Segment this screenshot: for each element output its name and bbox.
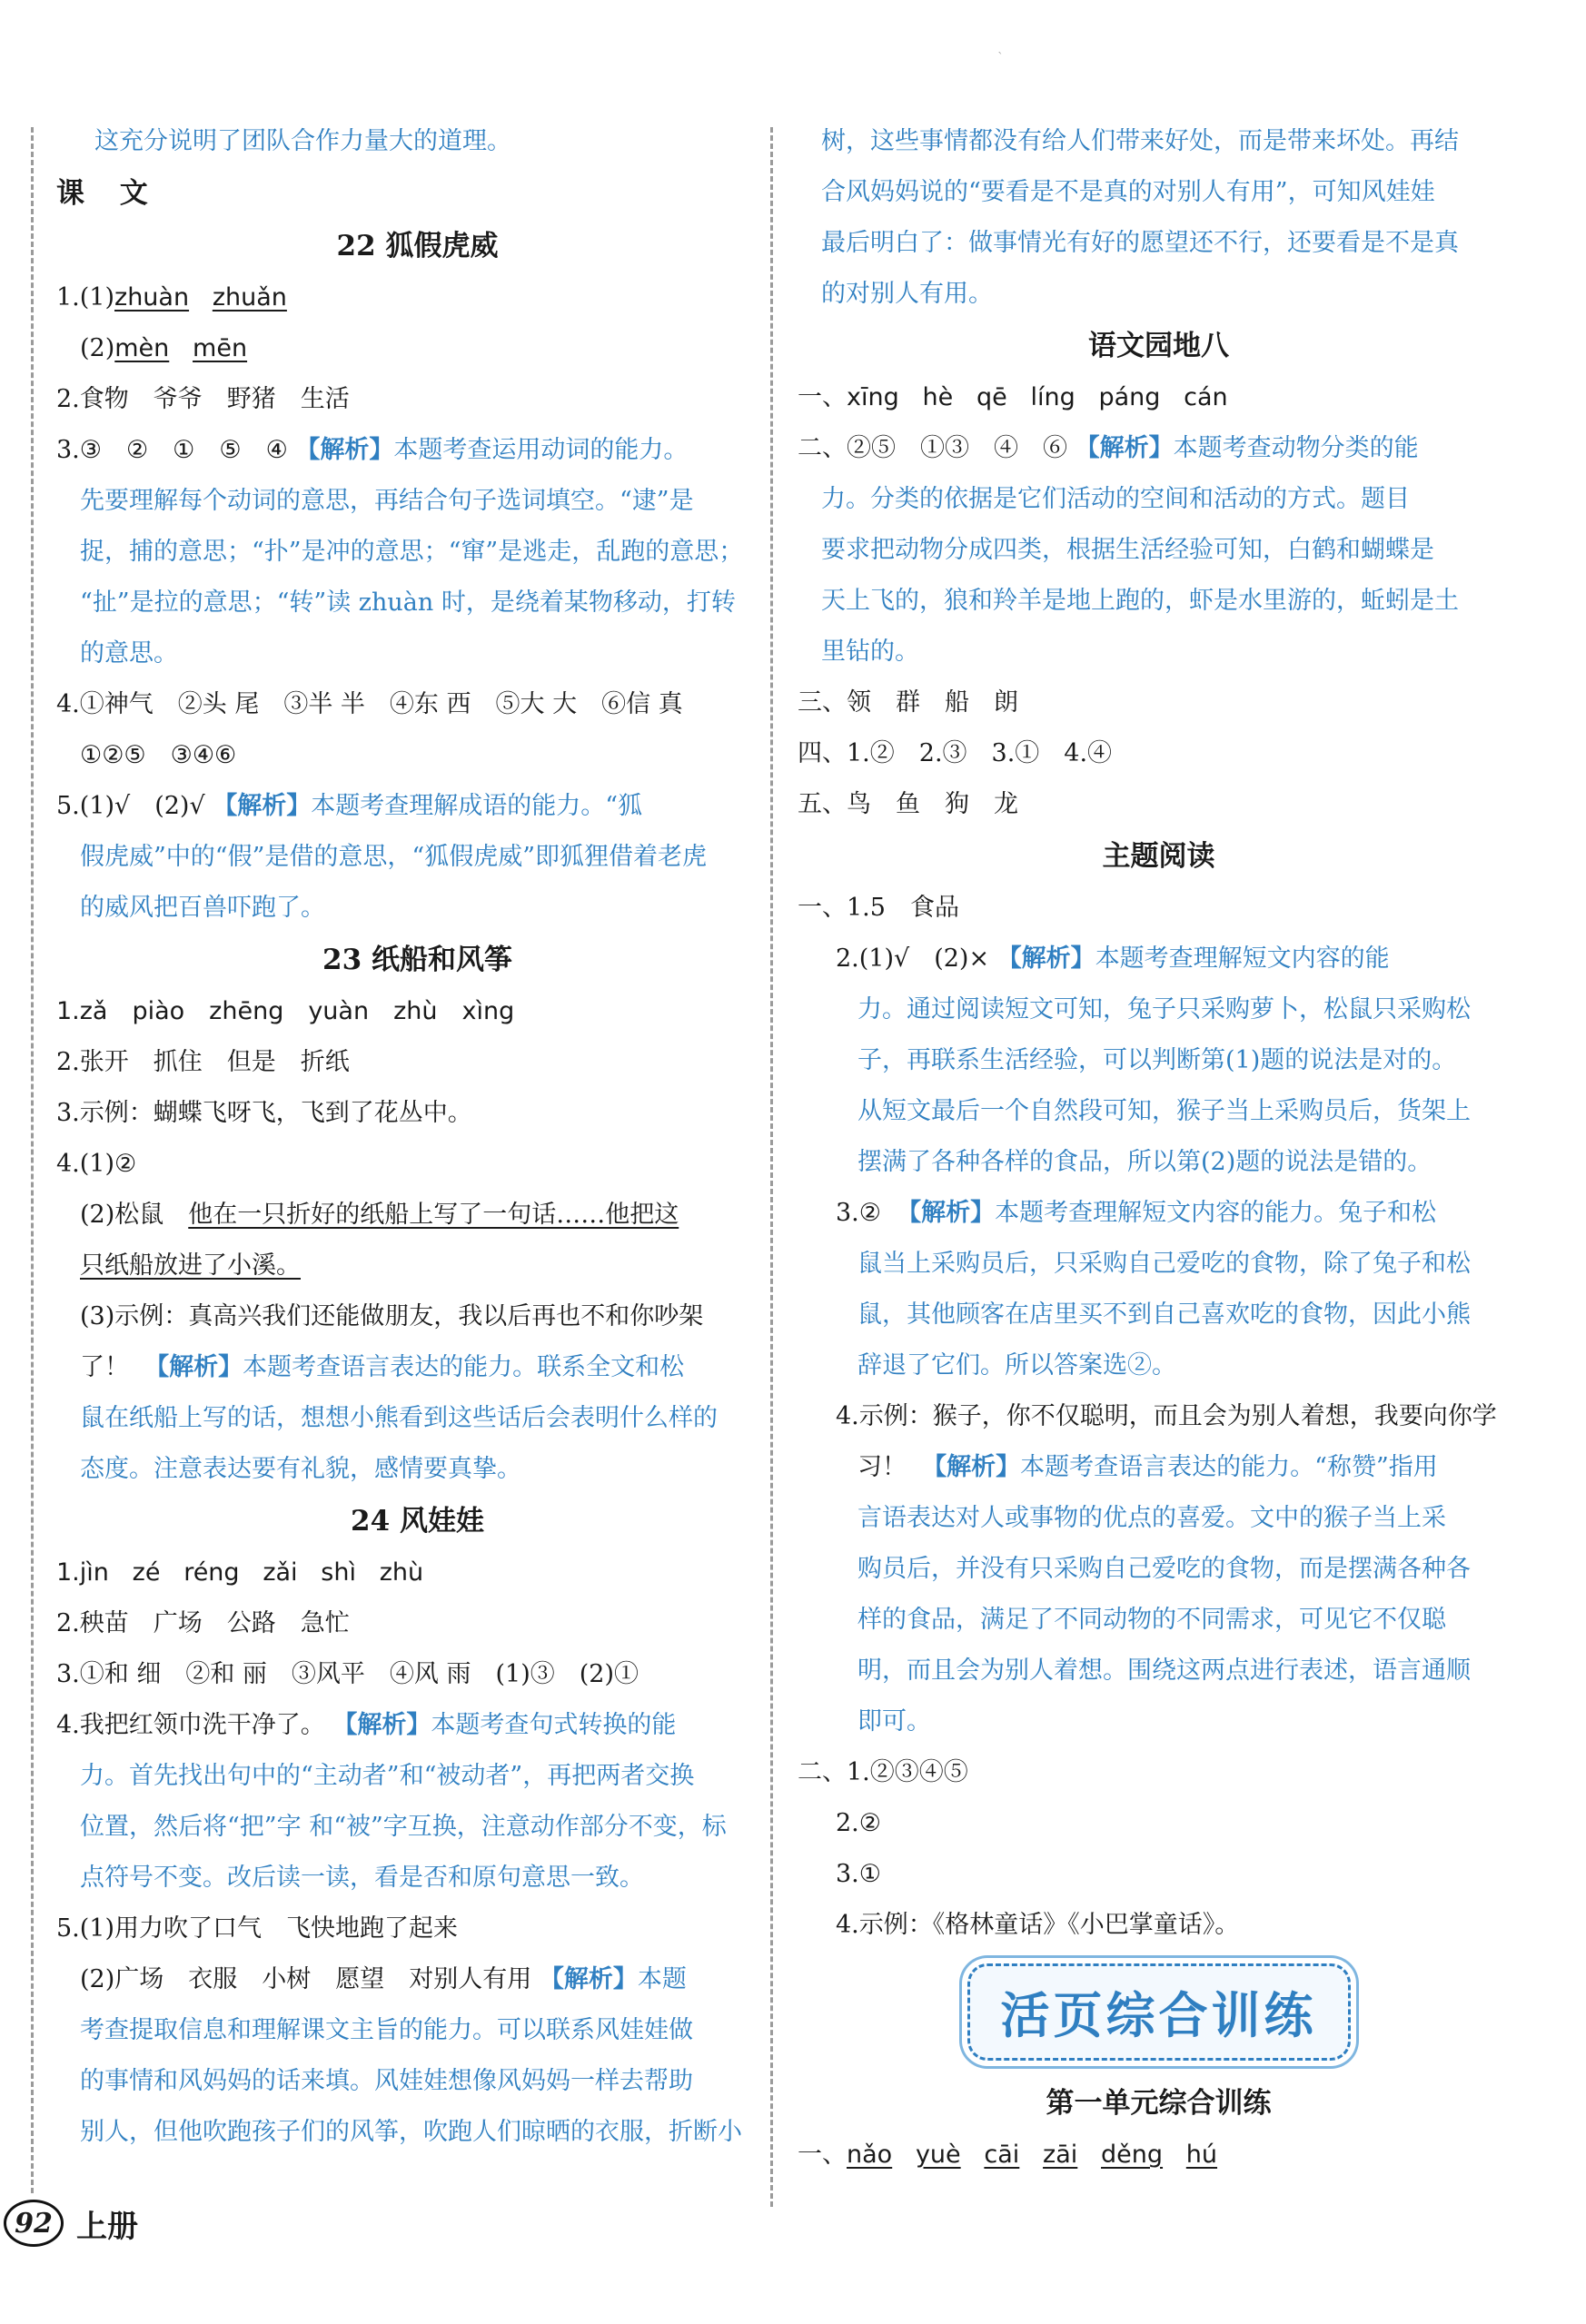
reading-s1-q2-analysis: 摆满了各种各样的食品，所以第(2)题的说法是错的。 bbox=[857, 1148, 1432, 1176]
analysis-text: 本题 bbox=[637, 1965, 687, 1993]
l24-q5-analysis-cont: 最后明白了：做事情光有好的愿望还不行，还要看是不是真 bbox=[821, 229, 1459, 257]
l24-q3: 3.①和 细 ②和 丽 ③风平 ④风 雨 (1)③ (2)① bbox=[56, 1660, 639, 1688]
pinyin-answer: xīng bbox=[847, 383, 899, 411]
l24-q5-analysis: 别人，但他吹跑孩子们的风筝，吹跑人们晾晒的衣服，折断小 bbox=[80, 2118, 742, 2146]
analysis-text: 本题考查语言表达的能力。联系全文和松 bbox=[243, 1353, 685, 1381]
l23-q2: 2.张开 抓住 但是 折纸 bbox=[56, 1048, 350, 1076]
left-margin-divider bbox=[31, 127, 34, 2193]
garden-q2-analysis: 要求把动物分成四类，根据生活经验可知，白鹤和蝴蝶是 bbox=[821, 536, 1434, 564]
pinyin-answer: nǎo bbox=[847, 2141, 893, 2169]
garden-q1 bbox=[798, 372, 1520, 423]
l22-q3-analysis: “扯”是拉的意思；“转”读 zhuàn 时，是绕着某物移动，打转 bbox=[80, 588, 736, 617]
pinyin-answer: zhù bbox=[379, 1558, 424, 1587]
answer: 5.(1)√ (2)√ bbox=[56, 792, 205, 820]
underlined-quote: 只纸船放进了小溪。 bbox=[80, 1251, 301, 1280]
pinyin-answer: yuè bbox=[915, 2141, 961, 2169]
pinyin-answer: zé bbox=[132, 1558, 161, 1587]
reading-s1-q3-analysis: 鼠当上采购员后，只采购自己爱吃的食物，除了兔子和松 bbox=[857, 1250, 1471, 1278]
l23-q4-2 bbox=[56, 1190, 778, 1241]
analysis-tag: 【解析】 bbox=[1075, 434, 1174, 462]
l22-q3-analysis: 先要理解每个动词的意思，再结合句子选词填空。“逮”是 bbox=[80, 487, 694, 515]
page-footer bbox=[4, 2196, 138, 2250]
l24-q2: 2.秧苗 广场 公路 急忙 bbox=[56, 1609, 350, 1637]
reading-s1-q3-analysis: 辞退了它们。所以答案选②。 bbox=[857, 1351, 1176, 1380]
l22-q5 bbox=[56, 781, 778, 832]
analysis-text: 本题考查理解短文内容的能力。兔子和松 bbox=[995, 1199, 1437, 1227]
reading-s1-q4-analysis: 购员后，并没有只采购自己爱吃的食物，而是摆满各种各 bbox=[857, 1555, 1471, 1583]
l22-q5-analysis: 假虎威”中的“假”是借的意思，“狐假虎威”即狐狸借着老虎 bbox=[80, 843, 708, 871]
analysis-text: 本题考查动物分类的能 bbox=[1173, 434, 1419, 462]
l24-q5-analysis-cont: 的对别人有用。 bbox=[821, 280, 993, 308]
l23-q4-analysis: 鼠在纸船上写的话，想想小熊看到这些话后会表明什么样的 bbox=[80, 1404, 718, 1432]
answer: 2.(1)√ (2)× bbox=[836, 944, 990, 973]
reading-s1-q4-analysis: 即可。 bbox=[857, 1707, 931, 1736]
l22-q3-analysis: 捉，捕的意思；“扑”是冲的意思；“窜”是逃走，乱跑的意思； bbox=[80, 538, 744, 566]
lesson-23-title: 23 纸船和风筝 bbox=[322, 944, 512, 976]
analysis-tag: 【解析】 bbox=[213, 792, 312, 820]
pinyin-answer: jìn bbox=[79, 1558, 109, 1587]
garden-title: 语文园地八 bbox=[1088, 330, 1229, 362]
pinyin-answer: mèn bbox=[114, 334, 170, 362]
q-number: 1. bbox=[56, 1558, 80, 1587]
answer: 3.③ ② ① ⑤ ④ bbox=[56, 436, 288, 464]
reading-s1-q4b bbox=[798, 1442, 1520, 1493]
analysis-tag: 【解析】 bbox=[996, 944, 1095, 973]
reading-s1-q3-analysis: 鼠，其他顾客在店里买不到自己喜欢吃的食物，因此小熊 bbox=[857, 1300, 1471, 1329]
l22-q2: 2.食物 爷爷 野猪 生活 bbox=[56, 385, 350, 413]
reading-s1-q2-analysis: 从短文最后一个自然段可知，猴子当上采购员后，货架上 bbox=[857, 1097, 1471, 1125]
lesson-22-title: 22 狐假虎威 bbox=[336, 230, 499, 262]
reading-s1-q4-analysis: 明，而且会为别人着想。围绕这两点进行表述，语言通顺 bbox=[857, 1656, 1471, 1685]
garden-q2-analysis: 力。分类的依据是它们活动的空间和活动的方式。题目 bbox=[821, 485, 1410, 513]
garden-q2-analysis: 天上飞的，狼和羚羊是地上跑的，虾是水里游的，蚯蚓是土 bbox=[821, 587, 1459, 615]
unit1-q1 bbox=[798, 2130, 1520, 2181]
l24-q5-analysis: 考查提取信息和理解课文主旨的能力。可以联系风娃娃做 bbox=[80, 2016, 693, 2044]
l24-q5-1: 5.(1)用力吹了口气 飞快地跑了起来 bbox=[56, 1914, 459, 1943]
pinyin-answer: hè bbox=[922, 383, 954, 411]
l24-q4-analysis: 位置，然后将“把”字 和“被”字互换，注意动作部分不变，标 bbox=[80, 1813, 727, 1841]
answer: (2)广场 衣服 小树 愿望 对别人有用 bbox=[80, 1965, 532, 1993]
reading-s1-q4-analysis: 言语表达对人或事物的优点的喜爱。文中的猴子当上采 bbox=[857, 1504, 1446, 1532]
l23-q4-1: 4.(1)② bbox=[56, 1150, 137, 1178]
l24-q4-analysis: 力。首先找出句中的“主动者”和“被动者”，再把两者交换 bbox=[80, 1762, 695, 1790]
l24-q5-2 bbox=[56, 1954, 778, 2005]
l22-q4: 4.①神气 ②头 尾 ③半 半 ④东 西 ⑤大 大 ⑥信 真 bbox=[56, 690, 683, 718]
answer: 习！ bbox=[857, 1453, 907, 1481]
reading-title: 主题阅读 bbox=[1102, 840, 1215, 873]
reading-s1-q3 bbox=[798, 1188, 1520, 1239]
analysis-text: 本题考查理解成语的能力。“狐 bbox=[311, 792, 643, 820]
l23-q1: 1.zǎ piào zhēng yuàn zhù xìng bbox=[56, 997, 515, 1025]
reading-s2-q4: 4.示例：《格林童话》《小巴掌童话》。 bbox=[836, 1911, 1240, 1939]
right-column bbox=[798, 116, 1520, 2181]
l24-q5-analysis-cont: 合风妈妈说的“要看是不是真的对别人有用”，可知风娃娃 bbox=[821, 178, 1435, 206]
pinyin-answer: páng bbox=[1098, 383, 1161, 411]
l24-q4 bbox=[56, 1700, 778, 1751]
pinyin-answer: shì bbox=[321, 1558, 356, 1587]
l22-q3 bbox=[56, 425, 778, 476]
l24-q1 bbox=[56, 1548, 778, 1598]
analysis-tag: 【解析】 bbox=[897, 1199, 996, 1227]
analysis-text: 本题考查运用动词的能力。 bbox=[393, 436, 689, 464]
reading-s2-q1: 二、1.②③④⑤ bbox=[798, 1758, 968, 1786]
pinyin-answer: hú bbox=[1185, 2141, 1218, 2169]
q-number: 一、 bbox=[798, 2141, 847, 2169]
analysis-text: 本题考查句式转换的能 bbox=[431, 1711, 677, 1739]
analysis-text: 本题考查理解短文内容的能 bbox=[1095, 944, 1390, 973]
analysis-tag: 【解析】 bbox=[922, 1453, 1021, 1481]
pinyin-answer: réng bbox=[183, 1558, 240, 1587]
badge-wrap bbox=[798, 1963, 1520, 2061]
pinyin-answer: cán bbox=[1184, 383, 1228, 411]
analysis-tag: 【解析】 bbox=[144, 1353, 243, 1381]
answer: 3.② bbox=[836, 1199, 881, 1227]
reading-s1-q4-analysis: 样的食品，满足了不同动物的不同需求，可见它不仅聪 bbox=[857, 1606, 1446, 1634]
garden-q4: 四、1.② 2.③ 3.① 4.④ bbox=[798, 739, 1113, 767]
book-volume: 上册 bbox=[76, 2208, 138, 2245]
l23-q3: 3.示例：蝴蝶飞呀飞，飞到了花丛中。 bbox=[56, 1099, 472, 1127]
answer: 4.我把红领巾洗干净了。 bbox=[56, 1711, 325, 1739]
reading-s1-q2 bbox=[798, 934, 1520, 984]
page-number: 92 bbox=[4, 2200, 64, 2247]
reading-s1-q4: 4.示例：猴子，你不仅聪明，而且会为别人着想，我要向你学 bbox=[836, 1402, 1497, 1430]
l22-q1-2 bbox=[56, 323, 778, 374]
unit1-title: 第一单元综合训练 bbox=[1046, 2087, 1272, 2120]
reading-s2-q2: 2.② bbox=[836, 1809, 881, 1837]
l24-q5-analysis-cont: 树，这些事情都没有给人们带来好处，而是带来坏处。再结 bbox=[821, 127, 1459, 155]
analysis-tag: 【解析】 bbox=[295, 436, 394, 464]
analysis-tag: 【解析】 bbox=[539, 1965, 638, 1993]
l22-q4-2: ①②⑤ ③④⑥ bbox=[80, 741, 237, 769]
intro-line: 这充分说明了团队合作力量大的道理。 bbox=[94, 127, 511, 155]
section-title: 课 文 bbox=[56, 177, 161, 210]
garden-q2-analysis: 里钻的。 bbox=[821, 638, 919, 666]
garden-q3: 三、领 群 船 朗 bbox=[798, 688, 1018, 717]
l23-q4-2b bbox=[56, 1241, 778, 1291]
pinyin-answer: cāi bbox=[984, 2141, 1020, 2169]
pinyin-answer: líng bbox=[1030, 383, 1076, 411]
reading-s1-q2-analysis: 子，再联系生活经验，可以判断第(1)题的说法是对的。 bbox=[857, 1046, 1457, 1074]
answer: (2)松鼠 bbox=[80, 1201, 189, 1229]
l24-q5-analysis: 的事情和风妈妈的话来填。风娃娃想像风妈妈一样去帮助 bbox=[80, 2067, 693, 2095]
pinyin-answer: zǎi bbox=[263, 1558, 298, 1587]
pinyin-answer: děng bbox=[1101, 2141, 1164, 2169]
q-number: 1.(1) bbox=[56, 283, 115, 312]
l22-q5-analysis: 的威风把百兽吓跑了。 bbox=[80, 894, 325, 922]
reading-s1-q2-analysis: 力。通过阅读短文可知，兔子只采购萝卜，松鼠只采购松 bbox=[857, 995, 1471, 1024]
l23-q4-analysis: 态度。注意表达要有礼貌，感情要真挚。 bbox=[80, 1455, 521, 1483]
pinyin-answer: zāi bbox=[1043, 2141, 1078, 2169]
garden-q2 bbox=[798, 423, 1520, 474]
analysis-tag: 【解析】 bbox=[332, 1711, 431, 1739]
l23-q4-3: (3)示例：真高兴我们还能做朋友，我以后再也不和你吵架 bbox=[80, 1302, 704, 1330]
reading-s2-q3: 3.① bbox=[836, 1860, 881, 1888]
answer: 了！ bbox=[80, 1353, 129, 1381]
answer: 二、②⑤ ①③ ④ ⑥ bbox=[798, 434, 1067, 462]
pinyin-answer: mēn bbox=[193, 334, 248, 362]
l22-q1-1 bbox=[56, 272, 778, 323]
top-mark: ` bbox=[997, 51, 1004, 65]
l22-q3-analysis: 的意思。 bbox=[80, 639, 178, 668]
lesson-24-title: 24 风娃娃 bbox=[351, 1505, 484, 1538]
garden-q5: 五、鸟 鱼 狗 龙 bbox=[798, 790, 1018, 818]
reading-s1-q1: 一、1.5 食品 bbox=[798, 894, 959, 922]
q-number: 一、 bbox=[798, 383, 847, 411]
pinyin-answer: qē bbox=[976, 383, 1007, 411]
left-column bbox=[56, 116, 778, 2158]
q-number: (2) bbox=[80, 334, 115, 362]
l24-q4-analysis: 点符号不变。改后读一读，看是否和原句意思一致。 bbox=[80, 1864, 644, 1892]
pinyin-answer: zhuǎn bbox=[212, 283, 287, 312]
underlined-quote: 他在一只折好的纸船上写了一句话……他把这 bbox=[188, 1201, 679, 1229]
l23-q4-3b bbox=[56, 1342, 778, 1393]
analysis-text: 本题考查语言表达的能力。“称赞”指用 bbox=[1020, 1453, 1438, 1481]
pinyin-answer: zhuàn bbox=[114, 283, 190, 312]
section-badge: 活页综合训练 bbox=[967, 1963, 1351, 2061]
